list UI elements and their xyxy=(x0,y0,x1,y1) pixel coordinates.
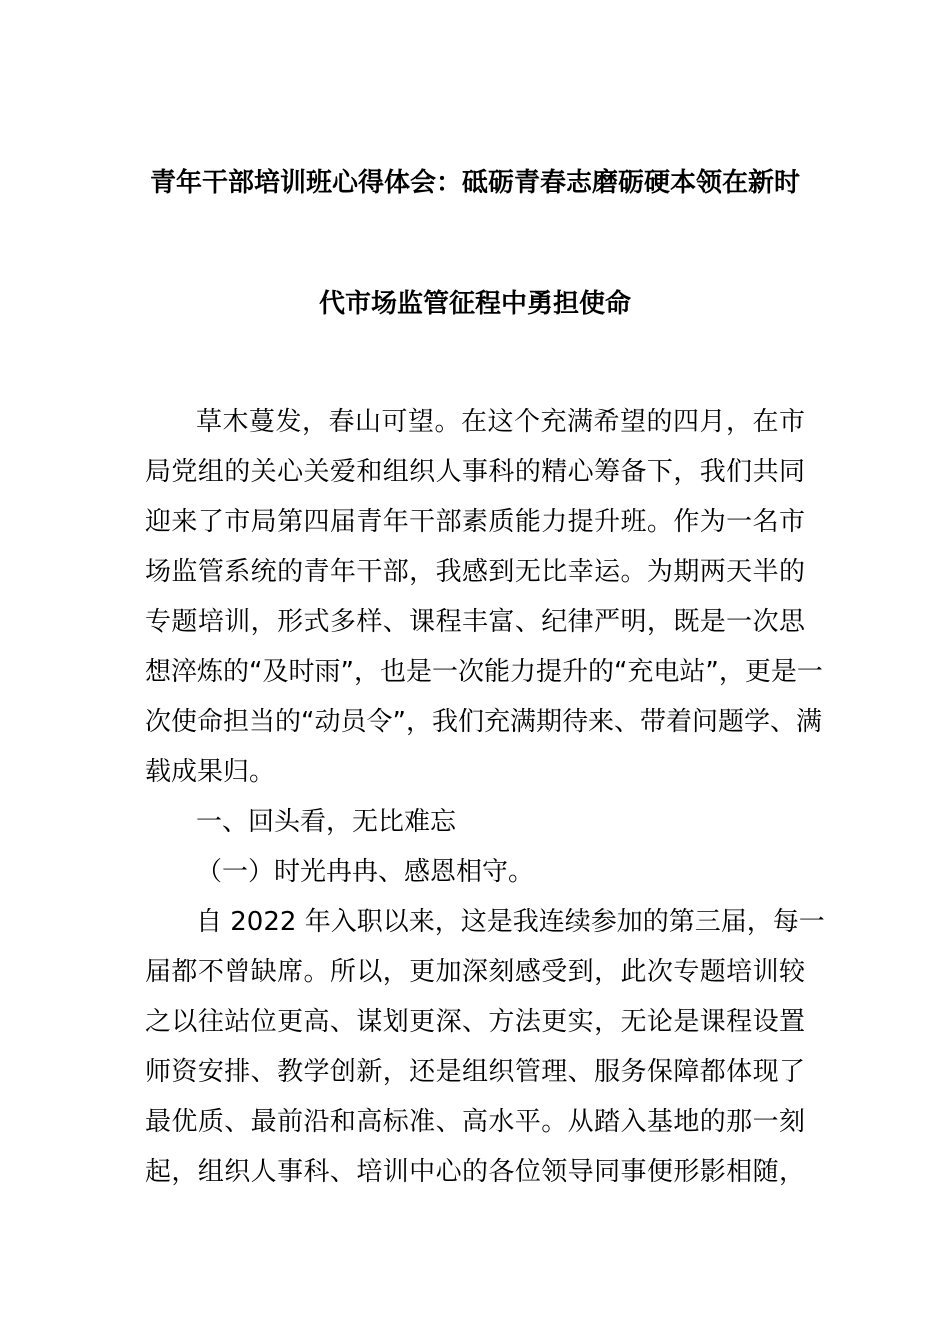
paragraph-1-line: 想淬炼的“及时雨”，也是一次能力提升的“充电站”，更是一 xyxy=(145,657,823,687)
paragraph-1-line: 草木蔓发，春山可望。在这个充满希望的四月，在市 xyxy=(196,407,805,437)
document-title-line-2: 代市场监管征程中勇担使命 xyxy=(318,289,631,319)
subsection-heading: （一）时光冉冉、感恩相守。 xyxy=(196,857,535,887)
paragraph-2-line: 届都不曾缺席。所以，更加深刻感受到，此次专题培训较 xyxy=(145,957,805,987)
paragraph-2-line: 最优质、最前沿和高标准、高水平。从踏入基地的那一刻 xyxy=(145,1107,805,1137)
paragraph-1-line: 迎来了市局第四届青年干部素质能力提升班。作为一名市 xyxy=(145,507,805,537)
paragraph-2-line: 起，组织人事科、培训中心的各位领导同事便形影相随， xyxy=(145,1157,805,1187)
section-heading: 一、回头看，无比难忘 xyxy=(196,807,457,837)
paragraph-1-line: 载成果归。 xyxy=(145,757,276,787)
paragraph-1-line: 局党组的关心关爱和组织人事科的精心筹备下，我们共同 xyxy=(145,457,805,487)
document-title-line-1: 青年干部培训班心得体会：砥砺青春志磨砺硬本领在新时 xyxy=(149,168,800,198)
paragraph-2-line: 自 2022 年入职以来，这是我连续参加的第三届，每一 xyxy=(196,907,825,937)
paragraph-2-line: 之以往站位更高、谋划更深、方法更实，无论是课程设置 xyxy=(145,1007,805,1037)
paragraph-1-line: 次使命担当的“动员令”，我们充满期待来、带着问题学、满 xyxy=(145,707,822,737)
paragraph-2-line: 师资安排、教学创新，还是组织管理、服务保障都体现了 xyxy=(145,1057,805,1087)
paragraph-1-line: 场监管系统的青年干部，我感到无比幸运。为期两天半的 xyxy=(145,557,805,587)
paragraph-1-line: 专题培训，形式多样、课程丰富、纪律严明，既是一次思 xyxy=(145,607,805,637)
